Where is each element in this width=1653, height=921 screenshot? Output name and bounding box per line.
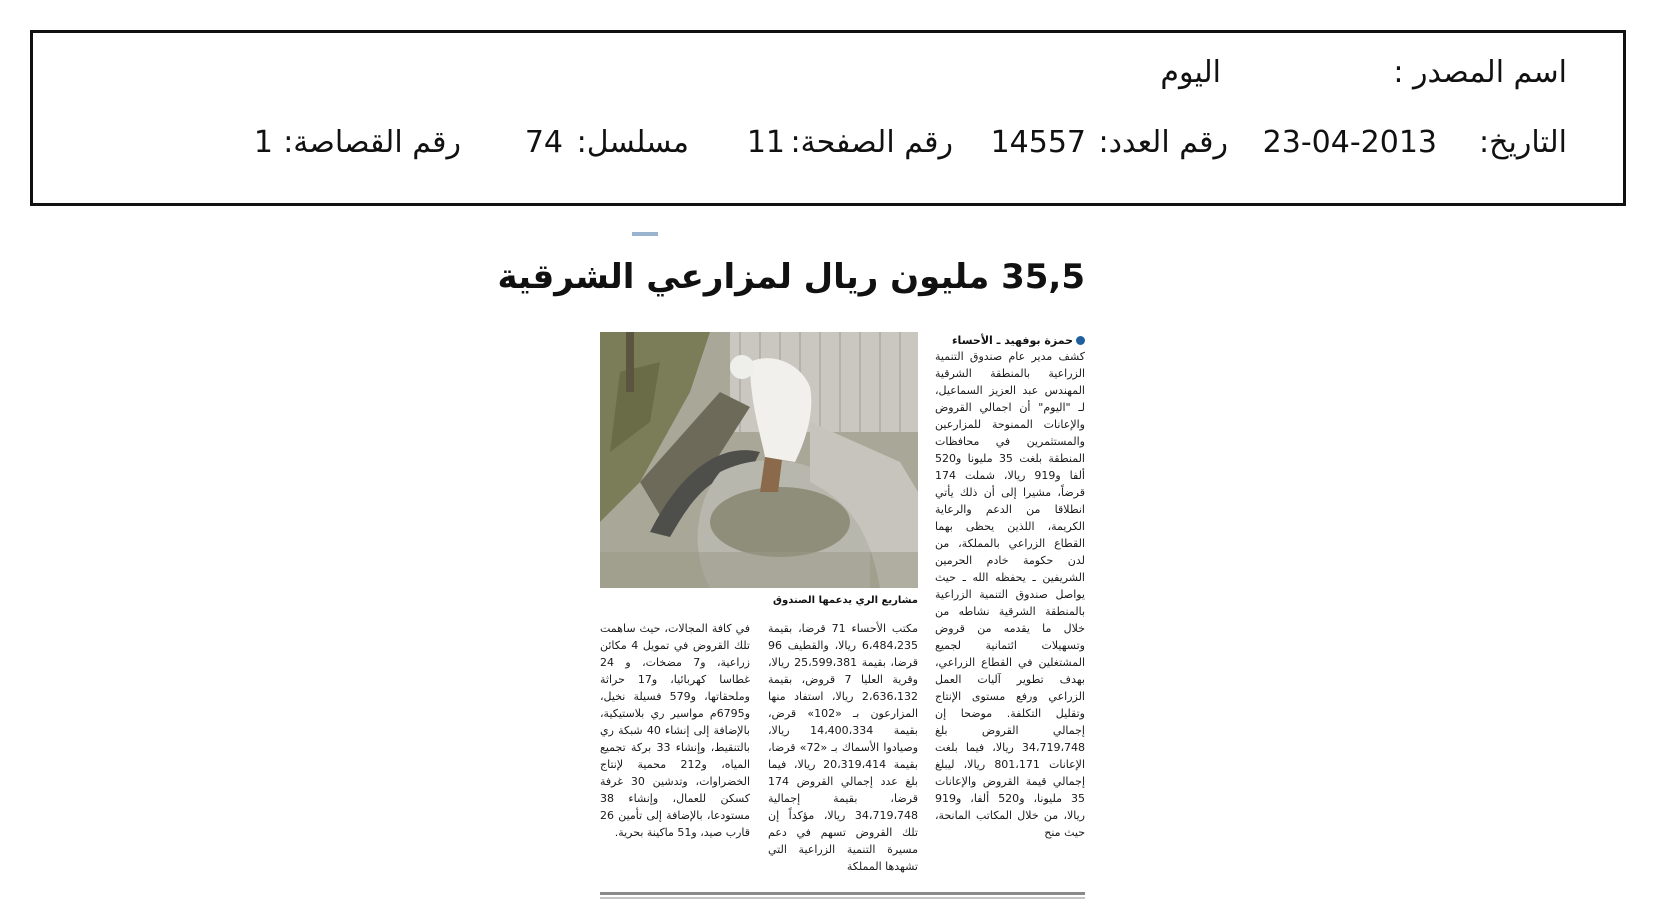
photo-caption: مشاريع الري يدعمها الصندوق [773,595,918,606]
page-value: 11 [746,125,785,160]
article-headline: 35,5 مليون ريال لمزارعي الشرقية [497,257,1085,297]
source-value: اليوم [1160,55,1221,90]
issue-label: رقم العدد: [1098,125,1228,160]
article-column-right: كشف مدير عام صندوق التنمية الزراعية بالمنطقة الشرقية المهندس عبد العزيز السماعيل، لـ "اليوم" أن اجمالي القروض والإعانات الممنوحة للمزارعين والمستثمرين في محافظات المنطقة بلغت 35 مليونا و520 ألفا و919 ريالا، شملت 174 قرضاً، مشيرا إلى أن ذلك يأتي انطلاقا من الدعم والرعاية الكريمة، اللذين يحظى بهما القطاع الزراعي بالمملكة، من لدن حكومة خادم الحرمين الشريفين ـ يحفظه الله ـ حيث يواصل صندوق التنمية الزراعية بالمنطقة الشرقية نشاطه من خلال ما يقدمه من قروض وتسهيلات ائتمانية لجميع المشتغلين في القطاع الزراعي، بهدف تطوير آليات العمل الزراعي ورفع مستوى الإنتاج وتقليل التكلفة. موضحا إن إجمالي القروض بلغ 34،719،748 ريالا، فيما بلغت الإعانات 801،171 ريالا، ليبلغ إجمالي قيمة القروض والإعانات 35 مليونا، و520 ألفا، و919 ريالا، من خلال المكاتب المانحة، حيث منح [935,350,1085,839]
metadata-box [30,30,1626,206]
source-label: اسم المصدر : [1393,55,1567,90]
decorative-mark [632,232,658,236]
clip-label: رقم القصاصة: [283,125,461,160]
date-value: 23-04-2013 [1262,125,1437,160]
footer-rule-secondary [600,897,1085,899]
newspaper-clipping [497,232,1085,902]
article-column-left: في كافة المجالات، حيث ساهمت تلك القروض في تمويل 4 مكائن زراعية، و7 مضخات، و 24 غطاسا كهربائيا، و17 حراثة وملحقاتها، و579 فسيلة نخيل، و6795م مواسير ري بلاستيكية، بالإضافة إلى إنشاء 40 شبكة ري بالتنقيط، وإنشاء 33 بركة تجميع المياه، و212 محمية لإنتاج الخضراوات، وتدشين 30 غرفة كسكن للعمال، وإنشاء 38 مستودعا، بالإضافة إلى تأمين 26 قارب صيد، و51 ماكينة بحرية. [600,622,750,839]
article-column-middle: مكتب الأحساء 71 قرضا، بقيمة 6،484،235 ريالا، والقطيف 96 قرضا، بقيمة 25،599،381 ريالا، وقرية العليا 7 قروض، بقيمة 2،636،132 ريالا، استفاد منها المزارعون بـ «102» قرض، بقيمة 14،400،334 ريالا، وصيادوا الأسماك بـ «72» قرضا، بقيمة 20،319،414 ريالا، فيما بلغ عدد إجمالي القروض 174 قرضا، بقيمة إجمالية 34،719،748 ريالا، مؤكداً إن تلك القروض تسهم في دعم مسيرة التنمية الزراعية التي تشهدها المملكة [768,622,918,873]
article-photo [600,332,918,588]
byline-text: حمزة بوفهيد ـ الأحساء [951,334,1073,347]
bullet-icon [1076,336,1085,345]
date-label: التاريخ: [1479,125,1567,160]
footer-rule [600,892,1085,895]
irrigation-photo-illustration [600,332,918,588]
serial-value: 74 [524,125,563,160]
issue-value: 14557 [990,125,1086,160]
article-byline [945,334,1085,348]
clip-value: 1 [253,125,273,160]
page-label: رقم الصفحة: [790,125,953,160]
serial-label: مسلسل: [576,125,689,160]
